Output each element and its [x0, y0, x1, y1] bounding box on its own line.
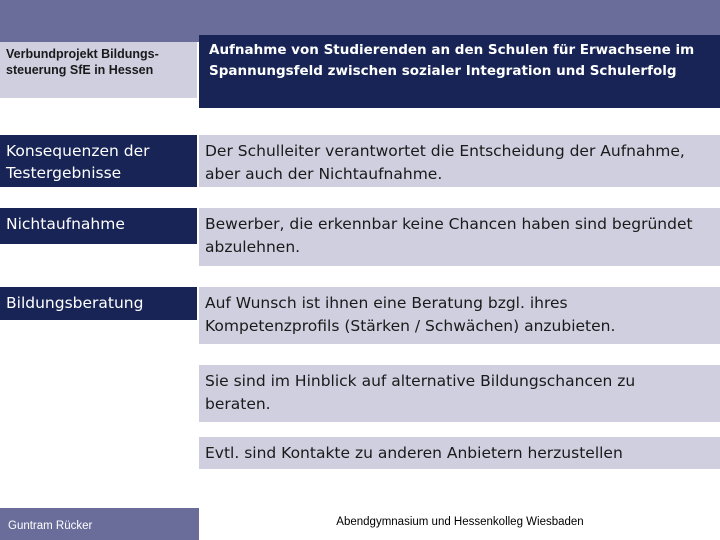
desc-line-2: abzulehnen.: [205, 238, 301, 256]
desc-konsequenzen: [199, 135, 720, 187]
desc-line-1: Bewerber, die erkennbar keine Chancen haben sind begründet: [205, 215, 693, 233]
label-line-1: Bildungsberatung: [6, 294, 144, 312]
project-line-1: Verbundprojekt Bildungs-: [6, 47, 159, 61]
author-name: Guntram Rücker: [8, 520, 93, 532]
desc-line-2: beraten.: [205, 395, 271, 413]
title-line-1: Aufnahme von Studierenden an den Schulen für Erwachsene im: [209, 42, 695, 58]
desc-kontakte: [199, 437, 720, 469]
school-name: Abendgymnasium und Hessenkolleg Wiesbaden: [336, 516, 584, 528]
desc-line-1: Der Schulleiter verantwortet die Entscheidung der Aufnahme,: [205, 142, 685, 160]
desc-line-1: Auf Wunsch ist ihnen eine Beratung bzgl. ihres: [205, 294, 568, 312]
desc-line-1: Sie sind im Hinblick auf alternative Bildungschancen zu: [205, 372, 636, 390]
label-nichtaufnahme: [0, 208, 197, 244]
desc-nichtaufnahme: [199, 208, 720, 266]
label-konsequenzen: [0, 135, 197, 187]
slide-title: [199, 35, 720, 108]
label-line-1: Konsequenzen der: [6, 142, 150, 160]
desc-line-1: Evtl. sind Kontakte zu anderen Anbietern herzustellen: [205, 444, 623, 462]
label-line-1: Nichtaufnahme: [6, 215, 125, 233]
project-line-2: steuerung SfE in Hessen: [6, 63, 154, 77]
desc-alternative-chancen: [199, 365, 720, 422]
project-box: [0, 42, 197, 98]
label-line-2: Testergebnisse: [6, 164, 122, 182]
label-bildungsberatung: [0, 287, 197, 320]
title-line-2: Spannungsfeld zwischen sozialer Integration und Schulerfolg: [209, 63, 677, 79]
author-box: [0, 508, 199, 540]
desc-line-2: aber auch der Nichtaufnahme.: [205, 165, 443, 183]
desc-line-2: Kompetenzprofils (Stärken / Schwächen) anzubieten.: [205, 317, 616, 335]
desc-bildungsberatung: [199, 287, 720, 344]
